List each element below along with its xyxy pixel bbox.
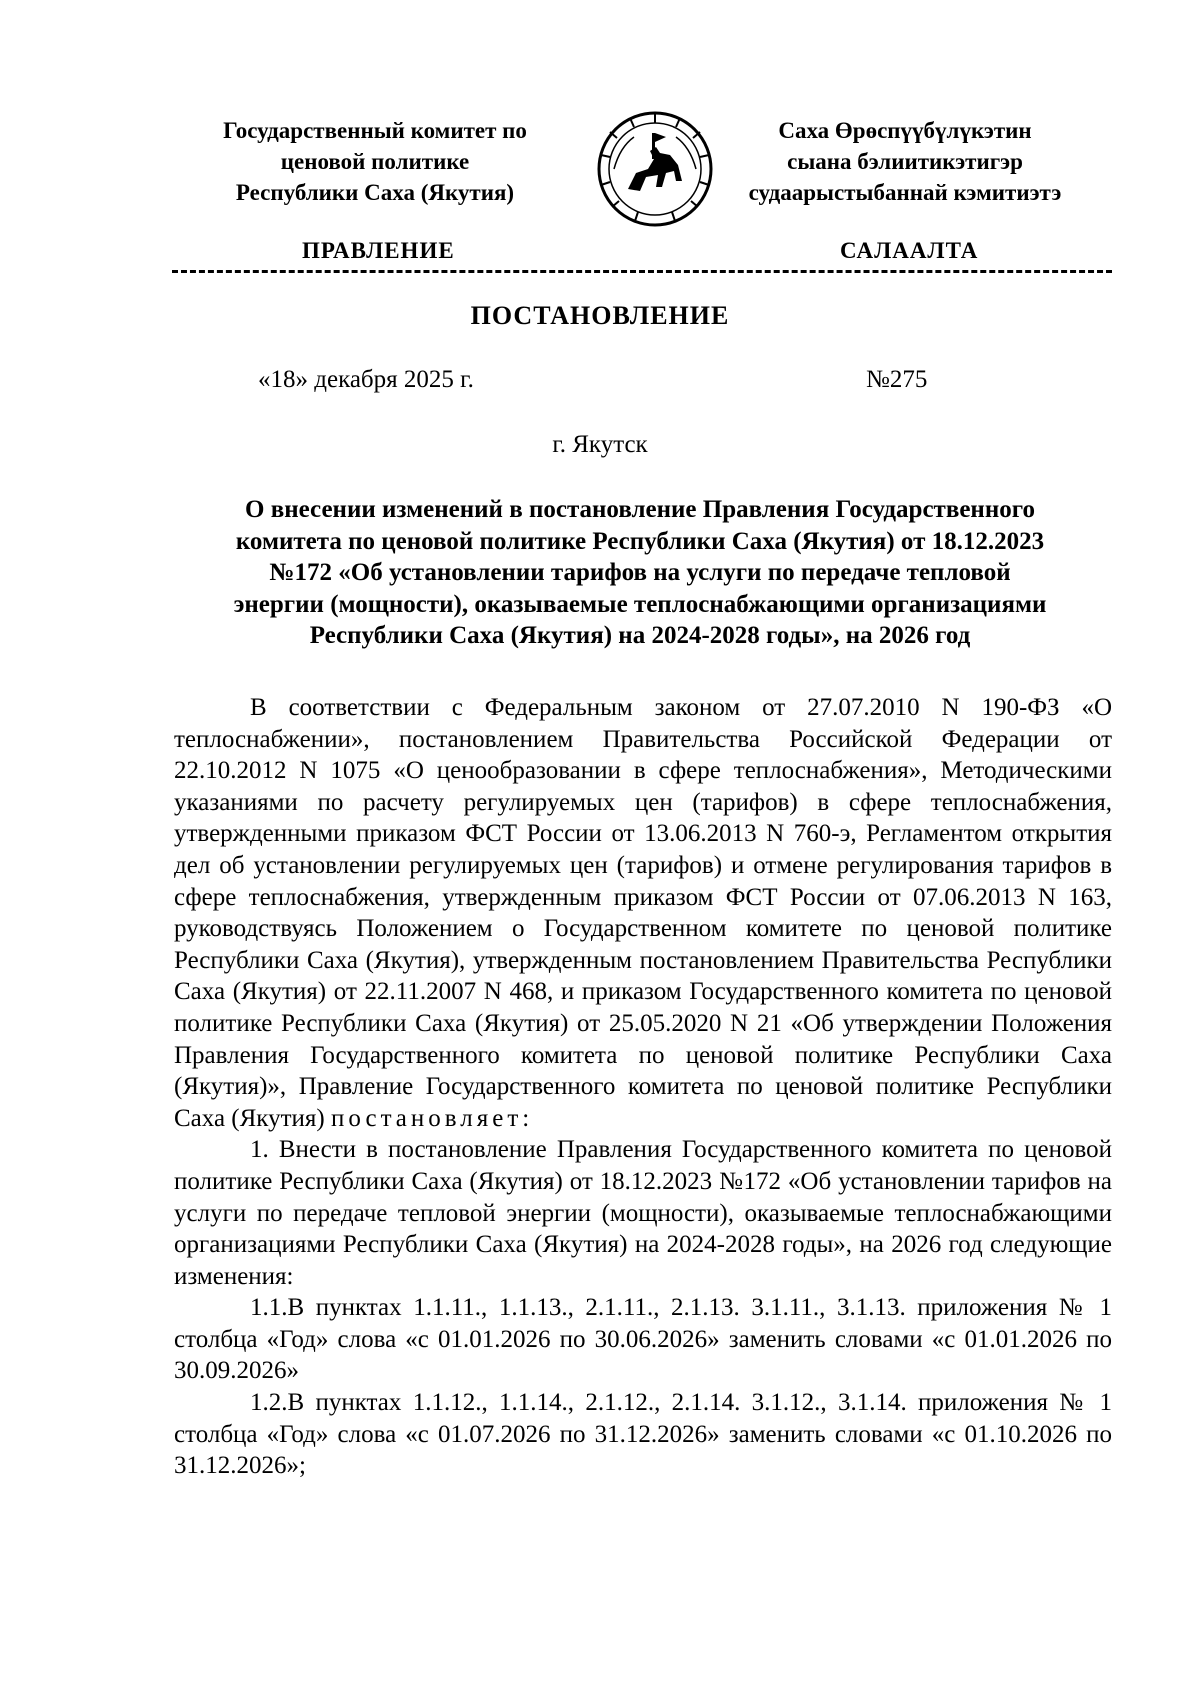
- document-city: г. Якутск: [552, 431, 648, 458]
- item-1-1-paragraph: 1.1.В пунктах 1.1.11., 1.1.13., 2.1.11., 2.1.13. 3.1.11., 3.1.13. приложения № 1 столбца «Год» слова «с 01.01.2026 по 30.06.2026» заменить словами «с 01.01.2026 по 30.09.2026»: [174, 1294, 1112, 1385]
- header-right-line: Саха Өрөспүүбүлүкэтин: [778, 118, 1032, 143]
- title-line: Республики Саха (Якутия) на 2024-2028 годы», на 2026 год: [309, 622, 971, 649]
- document-number: №275: [866, 366, 928, 393]
- board-label-yakut: САЛААЛТА: [840, 238, 979, 263]
- decree-word: постановляет:: [330, 1104, 534, 1132]
- title-line: О внесении изменений в постановление Правления Государственного: [245, 496, 1035, 523]
- title-line: комитета по ценовой политике Республики Саха (Якутия) от 18.12.2023: [235, 527, 1045, 555]
- document-body: [174, 692, 1112, 1482]
- dashed-divider: [172, 270, 1112, 273]
- document-date: «18» декабря 2025 г.: [258, 366, 474, 393]
- header-left-line: Республики Саха (Якутия): [235, 180, 515, 205]
- sakha-republic-emblem-icon: [590, 107, 720, 232]
- title-line: энергии (мощности), оказываемые теплоснабжающими организациями: [233, 590, 1047, 618]
- header-right-line: сыана бэлиитикэтигэр: [787, 149, 1023, 174]
- item-1-paragraph: 1. Внести в постановление Правления Государственного комитета по ценовой политике Республики Саха (Якутия) от 18.12.2023 №172 «Об установлении тарифов на услуги по передаче тепловой энергии (мощности), оказываемые теплоснабжающими организациями Республики Саха (Якутия) на 2024-2028 годы», на 2026 год следующие изменения:: [174, 1136, 1112, 1290]
- preamble-paragraph: [174, 692, 1112, 1134]
- committee-name-yakut: [720, 115, 1090, 208]
- preamble-text: В соответствии с Федеральным законом от 27.07.2010 N 190-ФЗ «О теплоснабжении», постановлением Правительства Российской Федерации от 22.10.2012 N 1075 «О ценообразовании в сфере теплоснабжения», Методическими указаниями по расчету регулируемых цен (тарифов) в сфере теплоснабжения, утвержденными приказом ФСТ России от 13.06.2013 N 760-э, Регламентом открытия дел об установлении регулируемых цен (тарифов) и отмене регулирования тарифов в сфере теплоснабжения, утвержденным приказом ФСТ России от 07.06.2013 N 163, руководствуясь Положением о Государственном комитете по ценовой политике Республики Саха (Якутия), утвержденным постановлением Правительства Республики Саха (Якутия) от 22.11.2007 N 468, и приказом Государственного комитета по ценовой политике Республики Саха (Якутия) от 25.05.2020 N 21 «Об утверждении Положения Правления Государственного комитета по ценовой политике Республики Саха (Якутия)», Правление Государственного комитета по ценовой политике Республики Саха (Якутия): [174, 694, 1112, 1132]
- header-right-line: судаарыстыбаннай кэмитиэтэ: [748, 180, 1062, 205]
- item-1-2-paragraph: 1.2.В пунктах 1.1.12., 1.1.14., 2.1.12., 2.1.14. 3.1.12., 3.1.14. приложения № 1 столбца «Год» слова «с 01.07.2026 по 31.12.2026» заменить словами «с 01.10.2026 по 31.12.2026»;: [174, 1389, 1112, 1480]
- header-left-line: ценовой политике: [280, 149, 470, 174]
- document-title: [175, 494, 1105, 652]
- document-type: ПОСТАНОВЛЕНИЕ: [470, 301, 730, 330]
- committee-name-russian: [180, 115, 570, 208]
- header-left-line: Государственный комитет по: [223, 118, 527, 143]
- board-label-russian: ПРАВЛЕНИЕ: [302, 238, 455, 263]
- title-line: №172 «Об установлении тарифов на услуги по передаче тепловой: [269, 559, 1011, 586]
